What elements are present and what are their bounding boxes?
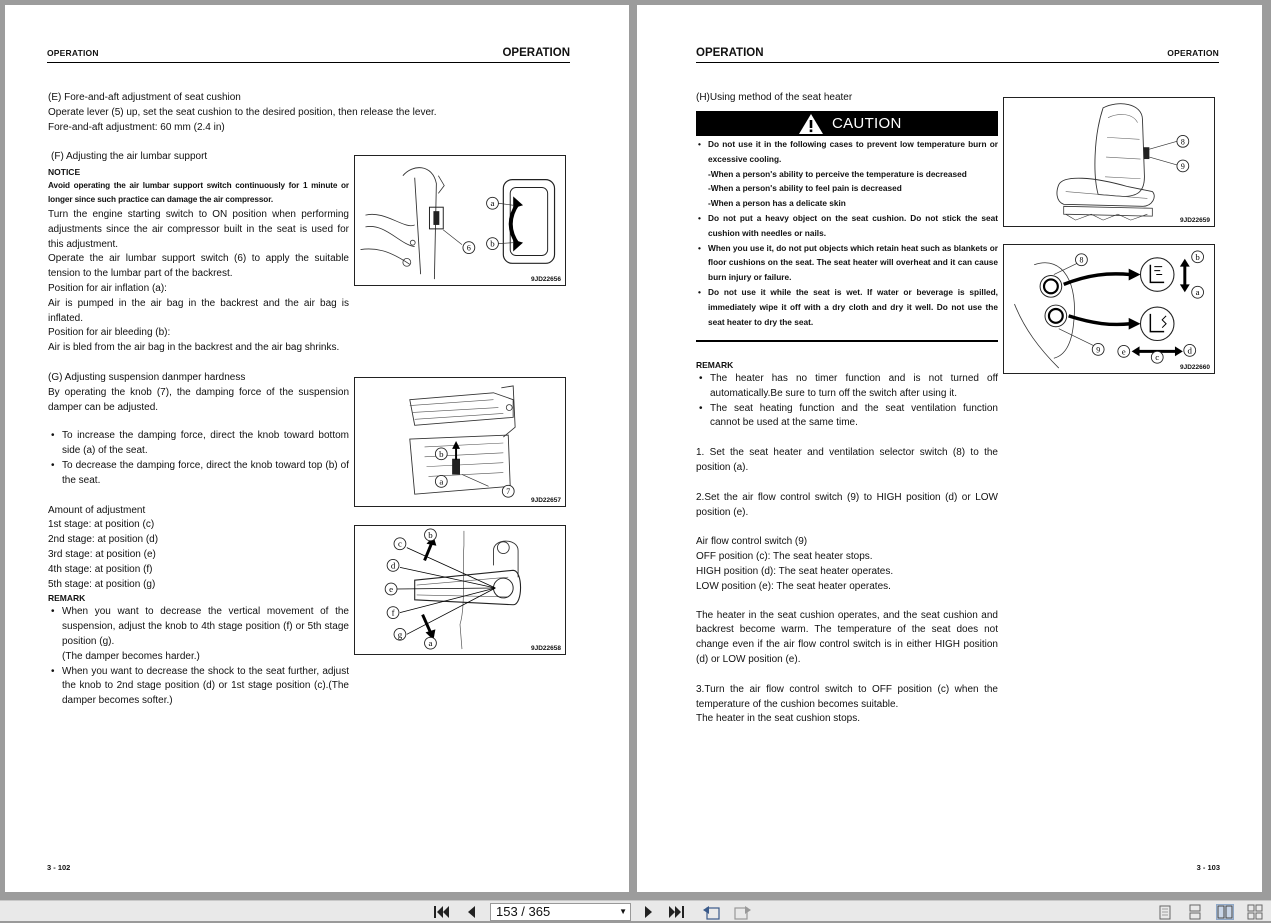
damping-bullet-decrease: • To decrease the damping force, direct the knob toward top (b) of the seat.	[48, 459, 349, 489]
continuous-view-button[interactable]	[1186, 904, 1204, 920]
last-page-button[interactable]	[668, 904, 686, 920]
fig-label-b: b	[439, 448, 444, 459]
caution-banner	[696, 111, 998, 136]
seat-heater-illustration	[1004, 98, 1214, 226]
heater-switches-illustration	[1004, 245, 1214, 373]
previous-page-button[interactable]	[462, 904, 480, 920]
single-page-view-button[interactable]	[1156, 904, 1174, 920]
header-section-label: OPERATION	[1167, 48, 1219, 58]
notice-title: NOTICE	[48, 166, 81, 177]
section-e-line2: Fore-and-aft adjustment: 60 mm (2.4 in)	[48, 121, 225, 133]
section-e-line1: Operate lever (5) up, set the seat cushion to the desired position, then release the lever.	[48, 106, 437, 118]
warning-triangle-icon	[798, 113, 824, 135]
fig-label-b: b	[1195, 251, 1200, 262]
afc-off: OFF position (c): The seat heater stops.	[696, 551, 873, 563]
page-3-102	[5, 5, 629, 892]
continuous-view-icon	[1187, 904, 1203, 920]
suspension-knob-illustration	[355, 378, 565, 506]
next-view-button[interactable]	[733, 904, 751, 920]
remark-item-exclusive: • The seat heating function and the seat ventilation function cannot be used at the same time.	[696, 402, 998, 432]
caution-item-1	[696, 137, 998, 211]
remark-title: REMARK	[48, 593, 86, 604]
fig-label-c: c	[397, 538, 402, 549]
inflation-title: Position for air inflation (a):	[48, 282, 167, 294]
fig-label-a: a	[490, 198, 495, 209]
caution-label: CAUTION	[832, 115, 902, 132]
stage-2: 2nd stage: at position (d)	[48, 534, 159, 546]
remark-item-timer: • The heater has no timer function and is not turned off automatically.Be sure to turn off the switch after using it.	[696, 372, 998, 402]
figure-id: 9JD22659	[1180, 217, 1210, 224]
notice-body: Avoid operating the air lumbar support switch continuously for 1 minute or longer since such practice can damage the air compressor.	[48, 180, 349, 205]
section-g-para1: By operating the knob (7), the damping force of the suspension damper can be adjusted.	[48, 386, 349, 413]
fig-label-a: a	[1195, 287, 1200, 298]
fig-label-c: c	[1155, 352, 1160, 363]
afc-title: Air flow control switch (9)	[696, 536, 808, 548]
step-2: 2.Set the air flow control switch (9) to HIGH position (d) or LOW position (e).	[696, 491, 998, 518]
next-page-button[interactable]	[640, 904, 658, 920]
caution-subitem-3: -When a person has a delicate skin	[708, 198, 846, 209]
section-h-body	[696, 359, 998, 727]
viewer-toolbar	[0, 900, 1271, 921]
figure-id: 9JD22656	[531, 276, 561, 283]
caution-end-rule	[696, 340, 998, 342]
page-3-103	[637, 5, 1262, 892]
caution-subitem-2: -When a person's ability to feel pain is decreased	[708, 183, 902, 194]
first-page-button[interactable]	[432, 904, 450, 920]
fig-label-7: 7	[506, 487, 511, 497]
fig-label-9: 9	[1180, 161, 1185, 171]
two-page-continuous-view-icon	[1247, 904, 1263, 920]
caution-item-2: • Do not put a heavy object on the seat cushion. Do not stick the seat cushion with needles or nails.	[696, 211, 998, 241]
afc-high: HIGH position (d): The seat heater operates.	[696, 565, 894, 577]
caution-item-3: • When you use it, do not put objects which retain heat such as blankets or floor cushions on the seat. The seat heater will overheat and it can cause burn injury or failure.	[696, 241, 998, 285]
stage-3: 3rd stage: at position (e)	[48, 548, 156, 560]
section-g	[48, 371, 349, 709]
caution-list	[696, 137, 998, 329]
header-chapter-label: OPERATION	[502, 47, 570, 59]
fig-label-a: a	[428, 638, 433, 649]
remark-harder-sub: (The damper becomes harder.)	[62, 650, 200, 662]
page-number-field[interactable]	[490, 903, 631, 921]
fig-label-8: 8	[1079, 255, 1084, 265]
fig-label-d: d	[390, 560, 396, 571]
bleeding-body: Air is bled from the air bag in the backrest and the air bag shrinks.	[48, 342, 340, 354]
bleeding-title: Position for air bleeding (b):	[48, 327, 171, 339]
afc-low: LOW position (e): The seat heater operates.	[696, 580, 891, 592]
caution-body	[696, 137, 998, 329]
page-header	[47, 43, 570, 63]
caution-item-1-text: Do not use it in the following cases to prevent low temperature burn or excessive cooling.	[708, 139, 998, 164]
stage-1: 1st stage: at position (c)	[48, 519, 155, 531]
section-h-title: (H)Using method of the seat heater	[696, 92, 853, 103]
lumbar-switch-illustration	[355, 156, 565, 285]
next-view-icon	[733, 904, 753, 920]
fig-label-e: e	[389, 583, 394, 594]
section-e	[48, 91, 568, 135]
figure-heater-switches	[1003, 244, 1215, 374]
figure-id: 9JD22660	[1180, 364, 1210, 371]
remark-title: REMARK	[696, 360, 734, 370]
previous-page-icon	[462, 904, 480, 920]
remark-list	[48, 605, 349, 709]
section-f	[48, 150, 349, 356]
section-f-title: (F) Adjusting the air lumbar support	[51, 151, 208, 162]
remark-item-softer: • When you want to decrease the shock to the seat further, adjust the knob to 2nd stage position (d) or 1st stage position (c).(The damper becomes softer.)	[48, 665, 349, 709]
caution-subitem-1: -When a person's ability to perceive the temperature is decreased	[708, 168, 967, 179]
figure-id: 9JD22658	[531, 645, 561, 652]
damping-bullet-increase: • To increase the damping force, direct the knob toward bottom side (a) of the seat.	[48, 429, 349, 459]
fig-label-g: g	[397, 629, 403, 640]
caution-item-4: • Do not use it while the seat is wet. If water or beverage is spilled, immediately wipe it off with a dry cloth and dry it well. Do not use the seat heater to dry the seat.	[696, 285, 998, 329]
two-page-view-icon	[1217, 905, 1233, 919]
fig-label-e: e	[1121, 346, 1126, 357]
previous-view-button[interactable]	[701, 904, 719, 920]
damping-bullets	[48, 429, 349, 488]
heater-paragraph: The heater in the seat cushion operates, and the seat cushion and backrest become warm. The temperature of the seat does not change even if the air flow control switch is in either HIGH position (d) or LOW position (e).	[696, 609, 998, 665]
step-3: 3.Turn the air flow control switch to OFF position (c) when the temperature of the cushion becomes suitable.	[696, 683, 998, 710]
chevron-down-icon[interactable]: ▼	[619, 907, 627, 916]
stage-4: 4th stage: at position (f)	[48, 563, 153, 575]
step-3-end: The heater in the seat cushion stops.	[696, 713, 860, 725]
stage-5: 5th stage: at position (g)	[48, 578, 156, 590]
section-e-title: (E) Fore-and-aft adjustment of seat cushion	[48, 92, 241, 103]
figure-id: 9JD22657	[531, 497, 561, 504]
section-f-para2: Operate the air lumbar support switch (6) to apply the suitable tension to the lumbar part of the backrest.	[48, 253, 349, 280]
inflation-body: Air is pumped in the air bag in the backrest and the air bag is inflated.	[48, 297, 349, 324]
figure-lumbar-switch	[354, 155, 566, 286]
remark-harder-text: When you want to decrease the vertical movement of the suspension, adjust the knob to 4th stage position (f) or 5th stage position (g).	[62, 606, 349, 647]
step-1: 1. Set the seat heater and ventilation selector switch (8) to the position (a).	[696, 447, 998, 473]
page-number-value: 153 / 365	[496, 904, 551, 919]
remark-item-harder	[48, 605, 349, 664]
section-f-para1: Turn the engine starting switch to ON position when performing adjustments since the air compressor built in the seat is used for this adjustment.	[48, 208, 349, 250]
next-page-icon	[640, 904, 658, 920]
figure-suspension-knob	[354, 377, 566, 507]
previous-view-icon	[701, 904, 721, 920]
knob-stages-illustration	[355, 526, 565, 654]
header-chapter-label: OPERATION	[696, 47, 764, 59]
remark-list	[696, 372, 998, 431]
last-page-icon	[668, 904, 686, 920]
fig-label-a: a	[439, 476, 444, 487]
figure-knob-stages	[354, 525, 566, 655]
fig-label-d: d	[1187, 345, 1192, 356]
single-page-view-icon	[1157, 904, 1173, 920]
page-number: 3 - 103	[1196, 863, 1220, 872]
fig-label-b: b	[490, 238, 495, 249]
page-number: 3 - 102	[47, 863, 71, 872]
first-page-icon	[432, 904, 450, 920]
figure-seat-heater	[1003, 97, 1215, 227]
two-page-view-button[interactable]	[1216, 904, 1234, 920]
two-page-continuous-view-button[interactable]	[1246, 904, 1264, 920]
header-section-label: OPERATION	[47, 48, 99, 58]
section-g-title: (G) Adjusting suspension danmper hardness	[48, 372, 246, 383]
fig-label-9: 9	[1096, 345, 1101, 355]
fig-label-f: f	[391, 607, 395, 618]
page-header	[696, 43, 1219, 63]
fig-label-8: 8	[1180, 137, 1185, 147]
fig-label-b: b	[428, 529, 433, 540]
amount-title: Amount of adjustment	[48, 504, 146, 516]
fig-label-6: 6	[466, 243, 471, 253]
